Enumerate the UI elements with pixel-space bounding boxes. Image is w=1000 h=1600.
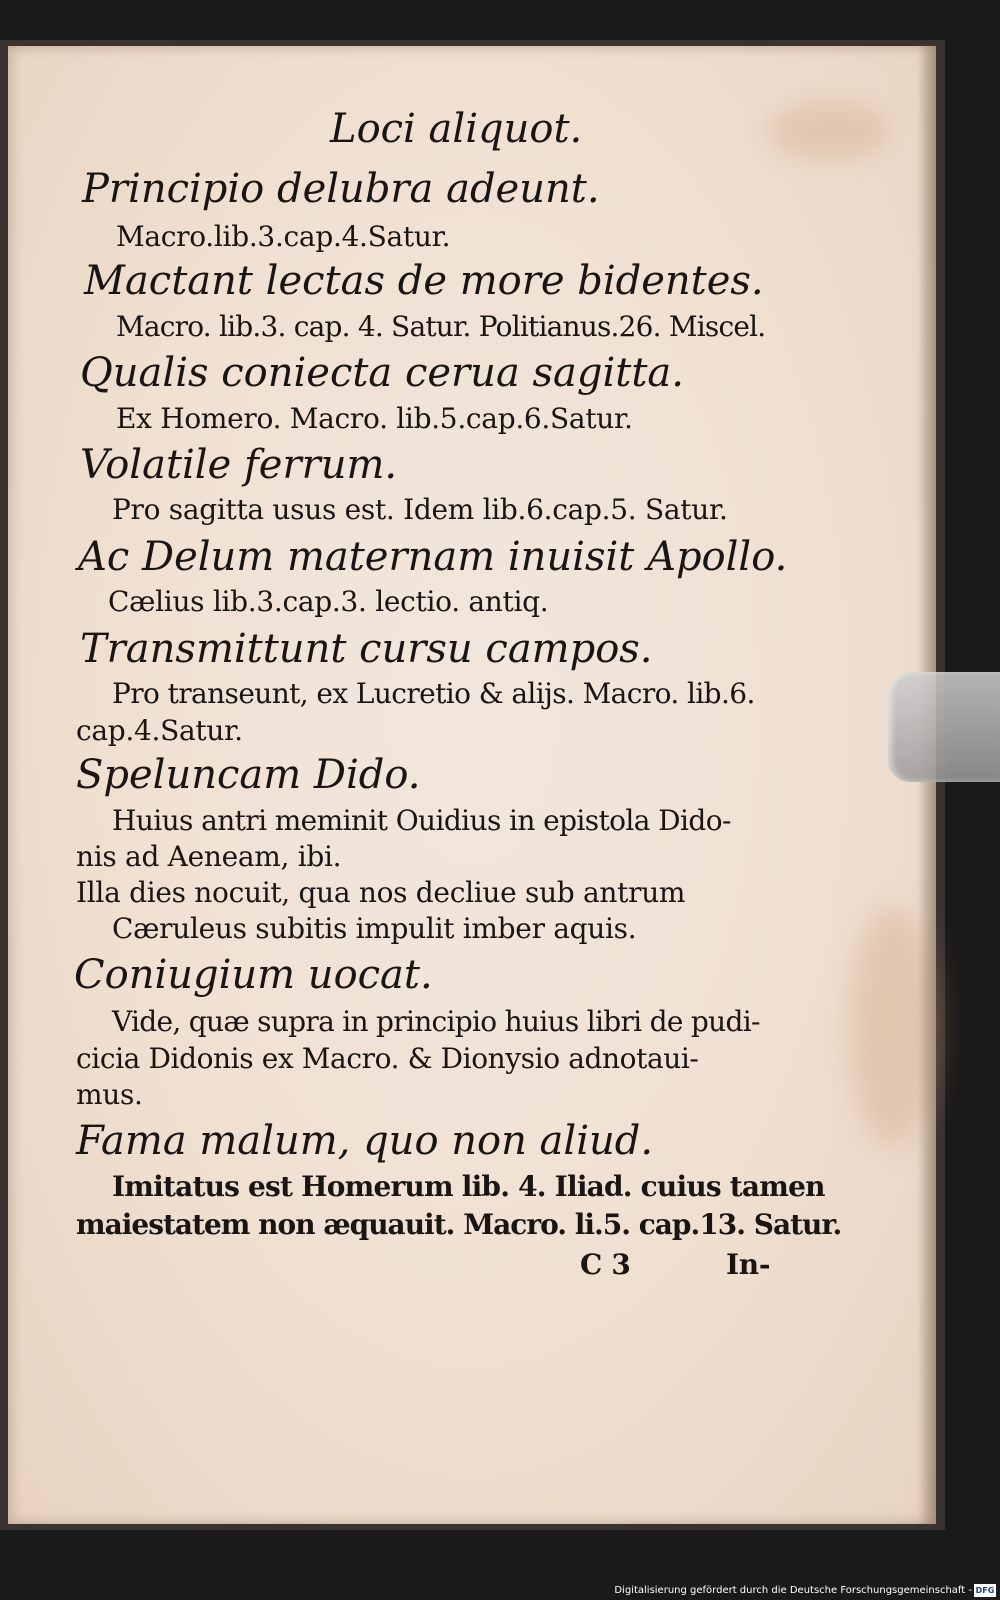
lemma-line: Transmittunt cursu campos. xyxy=(80,626,653,672)
lemma-line: Fama malum, quo non aliud. xyxy=(76,1118,654,1164)
commentary-line: nis ad Aeneam, ibi. xyxy=(76,840,342,873)
lemma-line: Qualis coniecta cerua sagitta. xyxy=(80,350,684,396)
foxing-stain xyxy=(768,101,888,161)
lemma-line: Speluncam Dido. xyxy=(76,752,421,798)
catchword: In- xyxy=(726,1248,771,1281)
commentary-line: Pro sagitta usus est. Idem lib.6.cap.5. Satur. xyxy=(112,493,728,526)
commentary-line: Vide, quæ supra in principio huius libri de pudi- xyxy=(112,1005,760,1038)
commentary-line: Ex Homero. Macro. lib.5.cap.6.Satur. xyxy=(116,402,633,435)
verse-line: Cæruleus subitis impulit imber aquis. xyxy=(112,912,637,945)
lemma-line: Volatile ferrum. xyxy=(80,442,398,488)
signature-mark: C 3 xyxy=(580,1248,631,1281)
footer-credit xyxy=(600,1581,1000,1600)
dfg-logo-icon: DFG xyxy=(975,1586,995,1595)
commentary-line: mus. xyxy=(76,1078,143,1111)
commentary-line: Macro. lib.3. cap. 4. Satur. Politianus.26. Miscel. xyxy=(116,310,766,343)
footer-credit-text: Digitalisierung gefördert durch die Deutsche Forschungsgemeinschaft - xyxy=(614,1585,972,1596)
verse-line: Illa dies nocuit, qua nos decliue sub antrum xyxy=(76,876,686,909)
commentary-line: Macro.lib.3.cap.4.Satur. xyxy=(116,220,451,253)
lemma-line: Ac Delum maternam inuisit Apollo. xyxy=(78,534,788,580)
foxing-stain xyxy=(848,906,938,1146)
commentary-line: cap.4.Satur. xyxy=(76,714,243,747)
commentary-line: Imitatus est Homerum lib. 4. Iliad. cuius tamen xyxy=(112,1170,825,1203)
commentary-line: maiestatem non æquauit. Macro. li.5. cap.13. Satur. xyxy=(76,1208,842,1241)
commentary-line: Huius antri meminit Ouidius in epistola Dido- xyxy=(112,804,731,837)
commentary-line: cicia Didonis ex Macro. & Dionysio adnotaui- xyxy=(76,1042,699,1075)
lemma-line: Principio delubra adeunt. xyxy=(82,166,600,212)
lemma-line: Mactant lectas de more bidentes. xyxy=(84,258,764,304)
page-clip xyxy=(888,672,1000,782)
commentary-line: Pro transeunt, ex Lucretio & alijs. Macro. lib.6. xyxy=(112,677,755,710)
running-head: Loci aliquot. xyxy=(330,106,583,152)
commentary-line: Cælius lib.3.cap.3. lectio. antiq. xyxy=(108,585,549,618)
lemma-line: Coniugium uocat. xyxy=(74,952,433,998)
